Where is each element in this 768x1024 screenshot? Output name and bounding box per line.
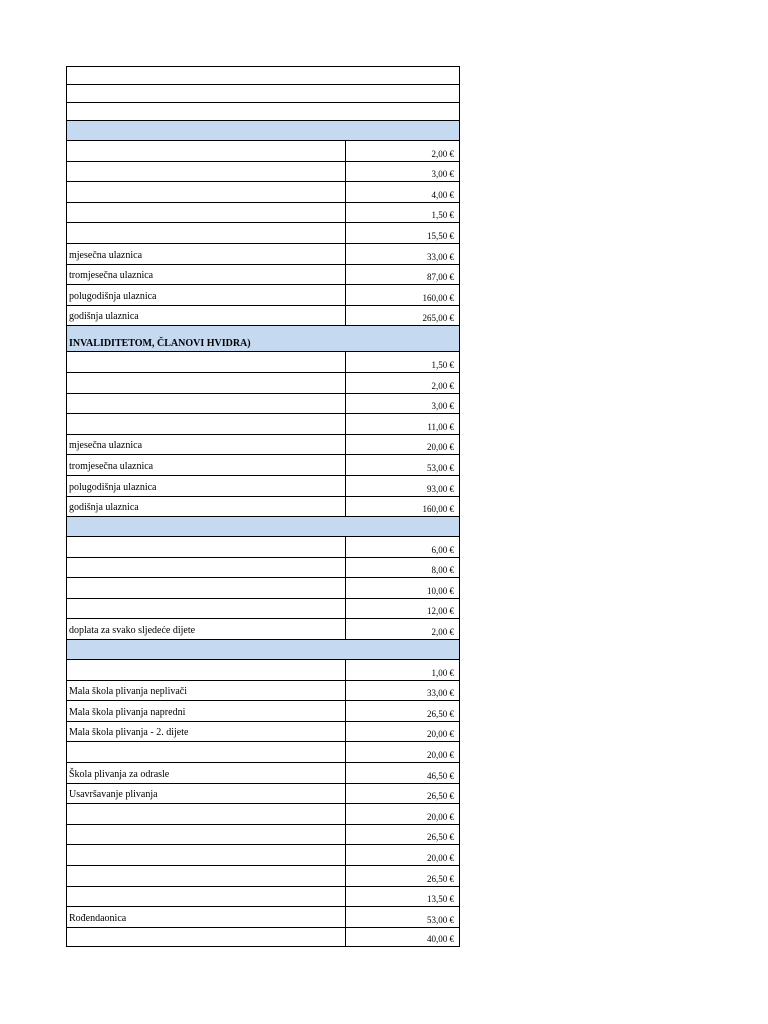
item-price: 53,00 €: [427, 462, 454, 473]
item-label: [67, 887, 346, 907]
price-table: [66, 66, 460, 947]
table-row: [67, 783, 459, 804]
table-row: [67, 824, 459, 845]
item-price: 20,00 €: [427, 750, 454, 761]
item-price: 33,00 €: [427, 251, 454, 262]
table-row: [67, 536, 459, 557]
table-row: [67, 284, 459, 305]
section-header: [67, 516, 459, 536]
item-label: [67, 203, 346, 223]
item-label: mjesečna ulaznica: [67, 435, 346, 455]
item-price: 2,00 €: [431, 627, 454, 638]
item-label: godišnja ulaznica: [67, 306, 346, 326]
section-header: [67, 325, 459, 351]
table-row: [67, 161, 459, 182]
item-price: 12,00 €: [427, 606, 454, 617]
table-row: [67, 844, 459, 865]
table-row: [67, 762, 459, 783]
item-price: 40,00 €: [427, 934, 454, 945]
item-label: Usavršavanje plivanja: [67, 784, 346, 804]
item-price: 20,00 €: [427, 442, 454, 453]
item-price: 87,00 €: [427, 272, 454, 283]
section-header: [67, 639, 459, 659]
table-row: [67, 618, 459, 639]
table-row: [67, 886, 459, 907]
blank-row: [67, 84, 459, 102]
item-label: [67, 558, 346, 578]
table-row: [67, 393, 459, 414]
item-label: [67, 394, 346, 414]
section-title: [67, 121, 71, 140]
table-row: [67, 906, 459, 927]
item-label: Mala škola plivanja neplivači: [67, 681, 346, 701]
item-price: 46,50 €: [427, 770, 454, 781]
item-label: tromjesečna ulaznica: [67, 265, 346, 285]
item-price: 1,00 €: [431, 667, 454, 678]
item-label: [67, 742, 346, 762]
item-price: 20,00 €: [427, 853, 454, 863]
item-label: [67, 223, 346, 243]
item-label: tromjesečna ulaznica: [67, 455, 346, 475]
table-row: [67, 372, 459, 393]
item-price: 26,50 €: [427, 832, 454, 843]
item-price: 15,50 €: [427, 230, 454, 241]
item-price: 4,00 €: [431, 189, 454, 200]
item-price: 26,50 €: [427, 708, 454, 719]
item-price: 20,00 €: [427, 729, 454, 740]
item-label: [67, 825, 346, 845]
table-row: [67, 413, 459, 434]
item-price: 26,50 €: [427, 873, 454, 884]
item-label: polugodišnja ulaznica: [67, 285, 346, 305]
table-row: [67, 264, 459, 285]
item-price: 2,00 €: [431, 148, 454, 159]
item-label: [67, 660, 346, 680]
item-price: 33,00 €: [427, 688, 454, 699]
section-title: [67, 517, 71, 536]
item-price: 3,00 €: [431, 401, 454, 412]
item-label: [67, 928, 346, 947]
item-label: [67, 599, 346, 619]
item-label: [67, 578, 346, 598]
item-price: 1,50 €: [431, 210, 454, 221]
item-label: Mala škola plivanja - 2. dijete: [67, 722, 346, 742]
item-label: [67, 352, 346, 372]
item-price: 26,50 €: [427, 791, 454, 802]
table-row: [67, 927, 459, 948]
table-row: [67, 454, 459, 475]
table-row: [67, 202, 459, 223]
table-row: [67, 434, 459, 455]
item-label: [67, 845, 346, 865]
item-price: 160,00 €: [422, 504, 454, 515]
table-row: [67, 243, 459, 264]
item-price: 13,50 €: [427, 894, 454, 905]
item-label: Škola plivanja za odrasle: [67, 763, 346, 783]
blank-row: [67, 102, 459, 120]
table-row: [67, 140, 459, 161]
table-row: [67, 803, 459, 824]
table-row: [67, 351, 459, 372]
item-price: 10,00 €: [427, 585, 454, 596]
item-label: godišnja ulaznica: [67, 497, 346, 517]
table-row: [67, 496, 459, 517]
section-header: [67, 120, 459, 140]
item-price: 6,00 €: [431, 544, 454, 555]
table-row: [67, 577, 459, 598]
item-label: [67, 537, 346, 557]
item-price: 1,50 €: [431, 359, 454, 370]
table-row: [67, 700, 459, 721]
item-price: 20,00 €: [427, 811, 454, 822]
item-label: Mala škola plivanja napredni: [67, 701, 346, 721]
item-label: [67, 414, 346, 434]
table-row: [67, 741, 459, 762]
item-label: polugodišnja ulaznica: [67, 476, 346, 496]
item-label: [67, 866, 346, 886]
item-label: [67, 162, 346, 182]
item-price: 2,00 €: [431, 380, 454, 391]
item-label: Rođendaonica: [67, 907, 346, 927]
item-label: [67, 182, 346, 202]
item-label: [67, 804, 346, 824]
item-label: doplata za svako sljedeće dijete: [67, 619, 346, 639]
table-row: [67, 865, 459, 886]
item-price: 8,00 €: [431, 565, 454, 576]
item-price: 160,00 €: [422, 292, 454, 303]
item-price: 93,00 €: [427, 483, 454, 494]
table-row: [67, 181, 459, 202]
table-row: [67, 222, 459, 243]
section-title: [67, 640, 71, 659]
item-price: 265,00 €: [422, 313, 454, 324]
table-row: [67, 659, 459, 680]
section-title: INVALIDITETOM, ČLANOVI HVIDRA): [69, 338, 251, 350]
table-row: [67, 557, 459, 578]
blank-row: [67, 66, 459, 84]
table-row: [67, 598, 459, 619]
item-label: mjesečna ulaznica: [67, 244, 346, 264]
table-row: [67, 721, 459, 742]
item-label: [67, 141, 346, 161]
table-row: [67, 305, 459, 326]
item-price: 3,00 €: [431, 169, 454, 180]
item-label: [67, 373, 346, 393]
item-price: 53,00 €: [427, 914, 454, 925]
item-price: 11,00 €: [427, 421, 454, 432]
table-row: [67, 680, 459, 701]
table-row: [67, 475, 459, 496]
